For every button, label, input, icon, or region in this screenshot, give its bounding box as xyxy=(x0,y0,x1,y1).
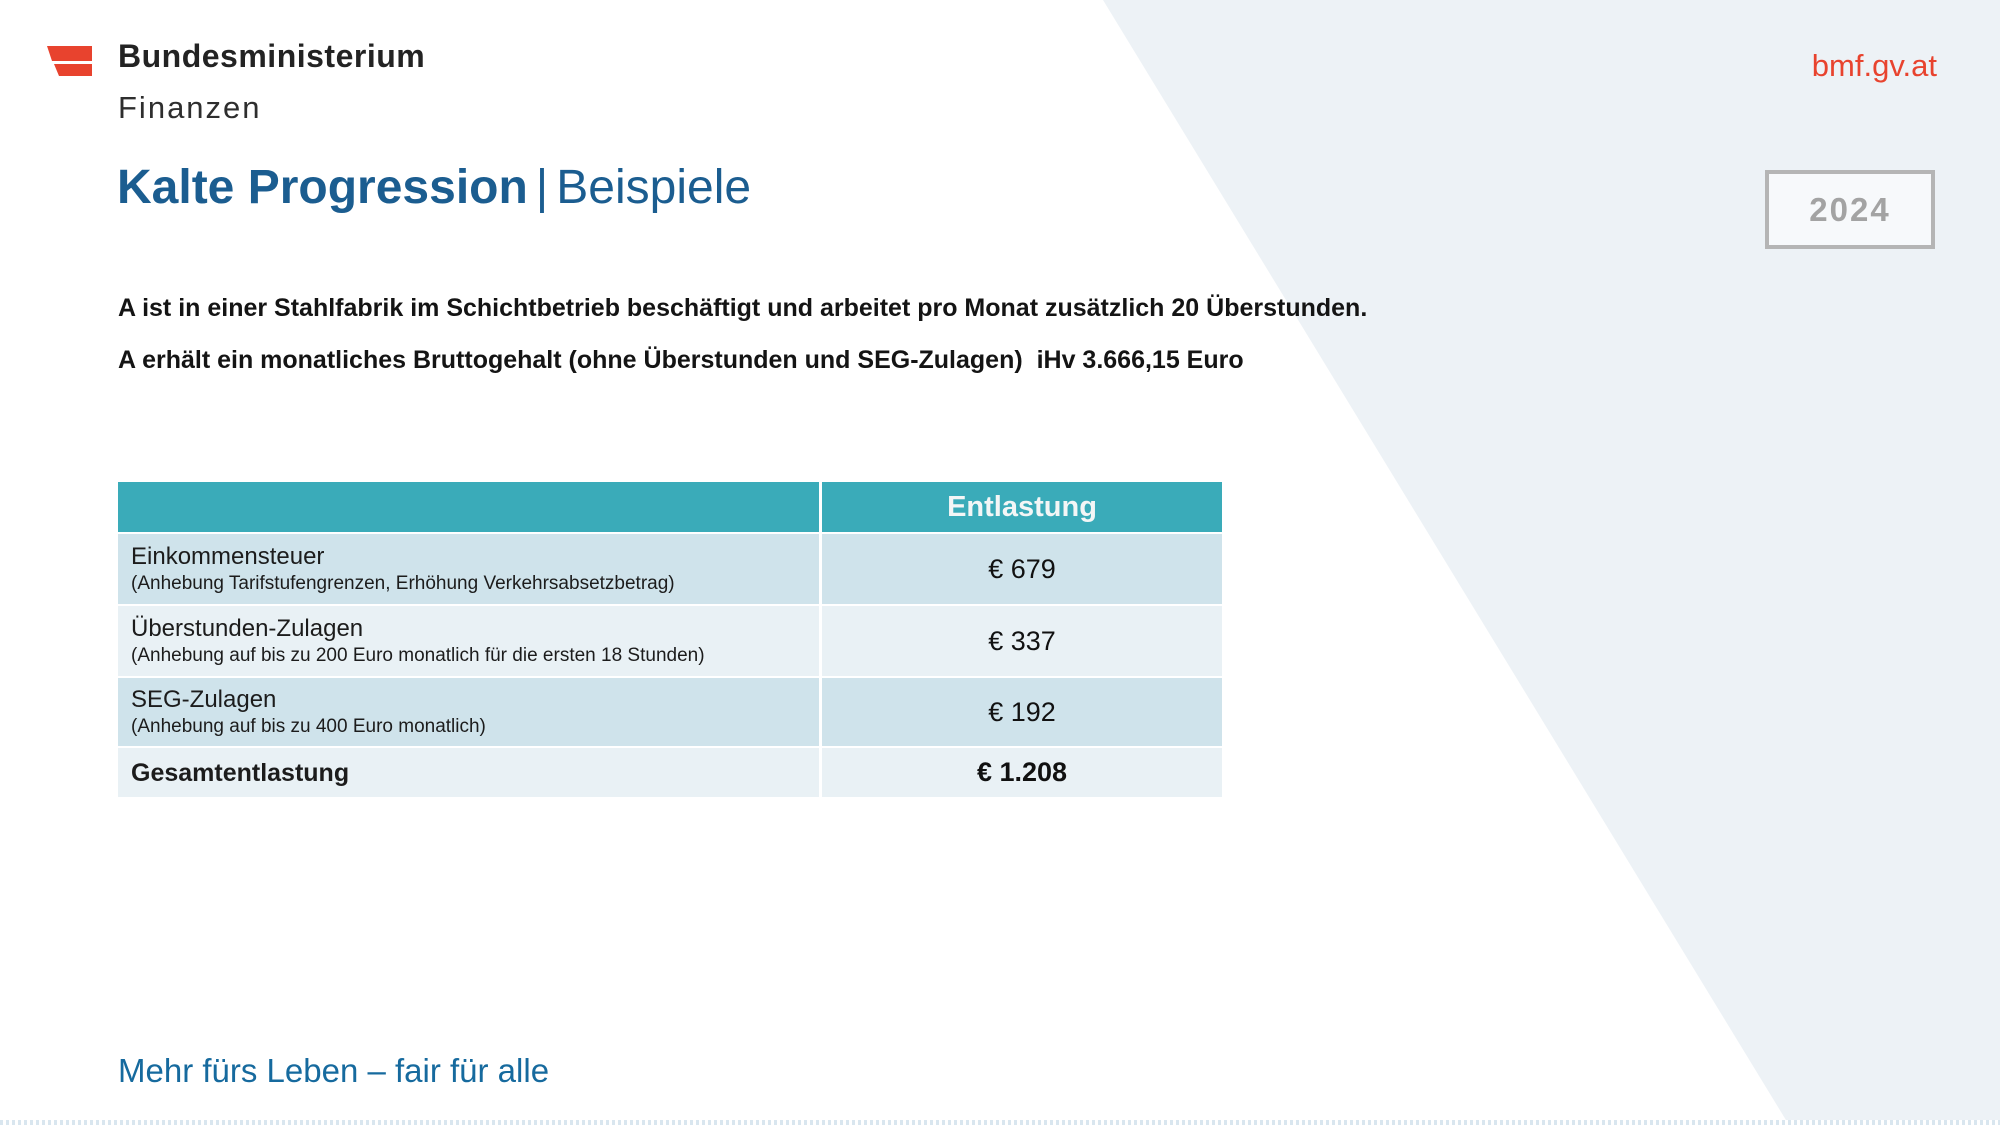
intro-line-1: A ist in einer Stahlfabrik im Schichtbetrieb beschäftigt und arbeitet pro Monat zusätzlich 20 Überstunden. xyxy=(118,294,1368,322)
relief-table xyxy=(118,482,1222,797)
row-note: (Anhebung auf bis zu 200 Euro monatlich für die ersten 18 Stunden) xyxy=(131,645,705,666)
row-label-cell xyxy=(118,748,819,797)
page-title-main: Kalte Progression xyxy=(117,161,528,214)
row-label-cell xyxy=(118,534,819,604)
org-name: Bundesministerium xyxy=(118,38,426,74)
row-label: Gesamtentlastung xyxy=(131,758,350,787)
bmf-website-link[interactable]: bmf.gv.at xyxy=(1811,48,1937,83)
page-title-sub: Beispiele xyxy=(556,161,752,214)
table-header-value-cell xyxy=(819,482,1222,532)
department-name: Finanzen xyxy=(118,90,262,125)
table-row xyxy=(118,676,1222,746)
footer-slogan: Mehr fürs Leben – fair für alle xyxy=(118,1052,550,1089)
table-header-row xyxy=(118,482,1222,532)
row-label-cell xyxy=(118,678,819,746)
row-note: (Anhebung auf bis zu 400 Euro monatlich) xyxy=(131,716,486,737)
page-title-separator: | xyxy=(535,161,549,214)
intro-line-2: A erhält ein monatliches Bruttogehalt (ohne Überstunden und SEG-Zulagen) iHv 3.666,15 Euro xyxy=(118,346,1244,374)
bottom-pattern-strip xyxy=(0,1120,2000,1125)
table-row xyxy=(118,604,1222,676)
row-label: SEG-Zulagen xyxy=(131,686,277,713)
row-value-cell xyxy=(819,748,1222,797)
row-value: € 337 xyxy=(988,625,1056,656)
table-header-value-label: Entlastung xyxy=(947,490,1097,523)
row-value: € 192 xyxy=(988,696,1056,727)
table-row-total xyxy=(118,746,1222,797)
row-label: Überstunden-Zulagen xyxy=(131,615,364,642)
page-title xyxy=(117,160,751,215)
row-value-cell xyxy=(819,606,1222,676)
row-value: € 679 xyxy=(988,553,1056,584)
row-label: Einkommensteuer xyxy=(131,543,325,570)
row-value-cell xyxy=(819,534,1222,604)
year-badge xyxy=(1765,170,1935,249)
row-note: (Anhebung Tarifstufengrenzen, Erhöhung Verkehrsabsetzbetrag) xyxy=(131,573,675,594)
year-badge-label: 2024 xyxy=(1809,190,1891,228)
austria-flag-icon xyxy=(45,44,95,85)
table-row xyxy=(118,532,1222,604)
table-header-label-cell xyxy=(118,482,819,532)
intro-text xyxy=(118,296,1367,400)
row-value: € 1.208 xyxy=(976,757,1068,787)
row-label-cell xyxy=(118,606,819,676)
row-value-cell xyxy=(819,678,1222,746)
